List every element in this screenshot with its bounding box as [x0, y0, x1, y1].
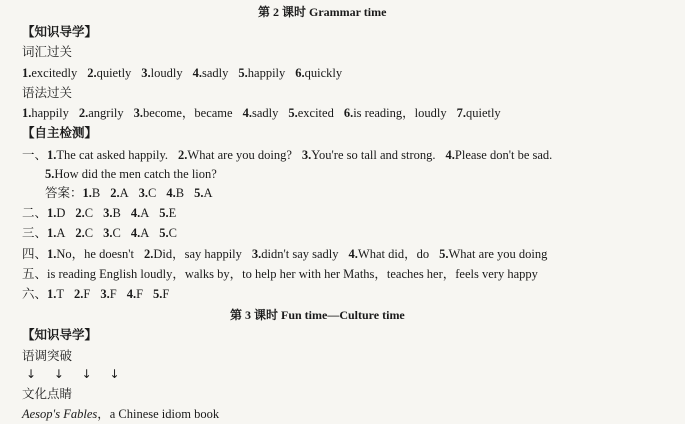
q6-row: 六、1.T 2.F 3.F 4.F 5.F: [22, 286, 179, 302]
q5-row: 五、is reading English loudly，walks by，to help her with her Maths，teaches her，feels very happy: [22, 267, 538, 281]
answer-item: [110, 186, 128, 200]
item-text: C: [84, 226, 94, 240]
item-number: 2.: [74, 287, 84, 301]
item-number: 2.: [78, 106, 89, 120]
answer-label: 答案：: [45, 186, 83, 200]
item-number: 2.: [75, 206, 85, 220]
item-number: 4.: [166, 186, 176, 200]
book-title: Aesop's Fables: [22, 407, 98, 421]
answer-item: [75, 206, 93, 220]
yudiao-label: 语调突破: [22, 348, 73, 363]
answer-item: [178, 148, 292, 162]
answer-item: [103, 206, 121, 220]
answer-item: [87, 66, 131, 80]
item-number: 6.: [343, 106, 354, 120]
item-number: 2.: [178, 148, 188, 162]
answer-item: [47, 206, 65, 220]
answer-item: [166, 186, 184, 200]
answer-item: [194, 186, 212, 200]
cihui-label: 词汇过关: [22, 44, 73, 59]
q6-items: [47, 287, 179, 301]
item-number: 1.: [47, 206, 57, 220]
item-text: excitedly: [31, 66, 78, 80]
wenhua-label: 文化点睛: [22, 386, 73, 401]
answer-item: [446, 148, 553, 162]
item-text: B: [112, 206, 121, 220]
item-number: 1.: [47, 148, 57, 162]
answer-item: [238, 66, 285, 80]
answer-item: [103, 226, 121, 240]
item-text: B: [91, 186, 101, 200]
q4-row: 四、1.No，he doesn't 2.Did，say happily 3.didn't say sadly 4.What did，do 5.What are you doing: [22, 246, 557, 262]
answer-item: [344, 106, 447, 120]
item-text: What are you doing?: [187, 148, 292, 162]
lesson2-zhishi-section: 【知识导学】: [22, 24, 98, 39]
item-number: 3.: [100, 287, 110, 301]
yufa-items: [22, 105, 511, 121]
answer-item: [100, 287, 116, 301]
item-number: 1.: [22, 106, 32, 120]
answer-item: [295, 66, 342, 80]
item-number: 5.: [238, 66, 248, 80]
item-text: sadly: [202, 66, 229, 80]
q2-row: 二、1.D 2.C 3.B 4.A 5.E: [22, 205, 186, 221]
item-number: 4.: [242, 106, 252, 120]
answer-items: [83, 186, 223, 200]
item-text: D: [56, 206, 66, 220]
item-number: 1.: [47, 226, 57, 240]
item-number: 3.: [141, 66, 151, 80]
answer-item: [243, 106, 279, 120]
item-text: B: [175, 186, 185, 200]
item-text: Did，say happily: [153, 247, 242, 261]
yufa-label: 语法过关: [22, 85, 73, 100]
item-number: 2.: [87, 66, 97, 80]
answer-item: [159, 206, 176, 220]
item-text: become，became: [143, 106, 233, 120]
answer-item: [47, 287, 64, 301]
answer-item: [144, 247, 242, 261]
q4-items: [47, 247, 557, 261]
item-number: 5.: [288, 106, 298, 120]
lesson3-heading: 第 3 课时 Fun time—Culture time: [230, 308, 405, 322]
item-number: 5.: [153, 287, 163, 301]
answer-item: [74, 287, 90, 301]
item-text: C: [84, 206, 94, 220]
item-number: 3.: [133, 106, 144, 120]
item-text: F: [162, 287, 170, 301]
item-text: C: [148, 186, 157, 200]
item-text: didn't say sadly: [261, 247, 339, 261]
item-text: C: [112, 226, 121, 240]
answer-item: [83, 186, 101, 200]
answer-item: [457, 106, 501, 120]
item-text: A: [203, 186, 213, 200]
item-number: 6.: [295, 66, 305, 80]
q3-row: 三、1.A 2.C 3.C 4.A 5.C: [22, 225, 187, 241]
item-number: 4.: [130, 206, 141, 220]
q1-row: [22, 147, 562, 163]
item-text: No，he doesn't: [56, 247, 134, 261]
item-number: 3.: [138, 186, 149, 200]
item-text: What are you doing: [448, 247, 548, 261]
item-text: F: [83, 287, 91, 301]
item-number: 3.: [251, 247, 262, 261]
down-arrow-icon: ↓: [26, 367, 37, 381]
item-text: What did，do: [357, 247, 430, 261]
item-number: 2.: [75, 226, 85, 240]
item-text: happily: [247, 66, 286, 80]
item-text: A: [56, 226, 66, 240]
item-text: F: [136, 287, 144, 301]
answer-item: [193, 66, 229, 80]
answer-item: [22, 66, 77, 80]
answer-item: [153, 287, 169, 301]
answer-item: [134, 106, 233, 120]
item-text: E: [168, 206, 177, 220]
down-arrow-icon: ↓: [81, 367, 92, 381]
answer-item: [252, 247, 339, 261]
down-arrow-icon: ↓: [109, 367, 120, 381]
item-number: 4.: [126, 287, 137, 301]
item-number: 5.: [159, 206, 169, 220]
item-number: 1.: [22, 66, 32, 80]
item-number: 1.: [82, 186, 92, 200]
answer-item: [439, 247, 547, 261]
item-number: 1.: [47, 247, 57, 261]
item-text: excited: [297, 106, 334, 120]
answer-item: [47, 247, 134, 261]
answer-item: [79, 106, 124, 120]
answer-item: [288, 106, 333, 120]
item-text: happily: [31, 106, 69, 120]
q3-items: [47, 226, 187, 240]
answer-item: [22, 106, 69, 120]
item-text: quietly: [96, 66, 132, 80]
q5-text: is reading English loudly，walks by，to help her with her Maths，teaches her，feels very happy: [47, 267, 538, 281]
item-text: sadly: [251, 106, 279, 120]
lesson3-zhishi-section: 【知识导学】: [22, 327, 98, 342]
book-line: [22, 406, 219, 422]
answer-item: [131, 226, 149, 240]
answer-item: [302, 148, 436, 162]
down-arrow-icon: ↓: [53, 367, 64, 381]
answer-item: [75, 226, 93, 240]
intonation-arrows: [26, 367, 133, 381]
answer-item: [159, 226, 177, 240]
item-text: F: [109, 287, 117, 301]
item-number: 5.: [159, 226, 169, 240]
item-number: 5.: [194, 186, 204, 200]
item-number: 7.: [456, 106, 466, 120]
item-number: 3.: [103, 226, 113, 240]
item-text: A: [119, 186, 129, 200]
item-text: You're so tall and strong.: [311, 148, 436, 162]
item-text: A: [140, 206, 150, 220]
item-number: 4.: [192, 66, 202, 80]
zizhu-section: 【自主检测】: [22, 125, 98, 140]
q2-items: [47, 206, 186, 220]
item-text: The cat asked happily.: [56, 148, 169, 162]
book-rest: ，a Chinese idiom book: [97, 407, 220, 421]
item-number: 4.: [130, 226, 141, 240]
item-number: 5.: [439, 247, 449, 261]
q1-items: [47, 148, 562, 162]
item-number: 4.: [445, 148, 455, 162]
item-text: angrily: [88, 106, 124, 120]
answer-item: [141, 66, 182, 80]
item-number: 3.: [103, 206, 113, 220]
item-number: 1.: [47, 287, 57, 301]
q1-item5: 5.How did the men catch the lion?: [45, 167, 217, 181]
item-text: is reading，loudly: [353, 106, 447, 120]
answer-row: [45, 185, 222, 201]
item-number: 4.: [348, 247, 358, 261]
q1-prefix: 一、: [22, 148, 48, 162]
item-text: loudly: [150, 66, 183, 80]
answer-item: [139, 186, 157, 200]
item-text: T: [56, 287, 65, 301]
item-text: quietly: [465, 106, 501, 120]
answer-item: [127, 287, 143, 301]
answer-item: [349, 247, 430, 261]
answer-item: [131, 206, 149, 220]
item-text: Please don't be sad.: [454, 148, 553, 162]
answer-item: [47, 226, 65, 240]
cihui-items: [22, 65, 352, 81]
item-number: 2.: [110, 186, 120, 200]
lesson2-heading: 第 2 课时 Grammar time: [258, 5, 387, 19]
item-number: 2.: [143, 247, 154, 261]
item-text: quickly: [304, 66, 343, 80]
item-text: A: [140, 226, 150, 240]
answer-item: [47, 148, 168, 162]
item-text: C: [168, 226, 177, 240]
item-number: 3.: [301, 148, 312, 162]
